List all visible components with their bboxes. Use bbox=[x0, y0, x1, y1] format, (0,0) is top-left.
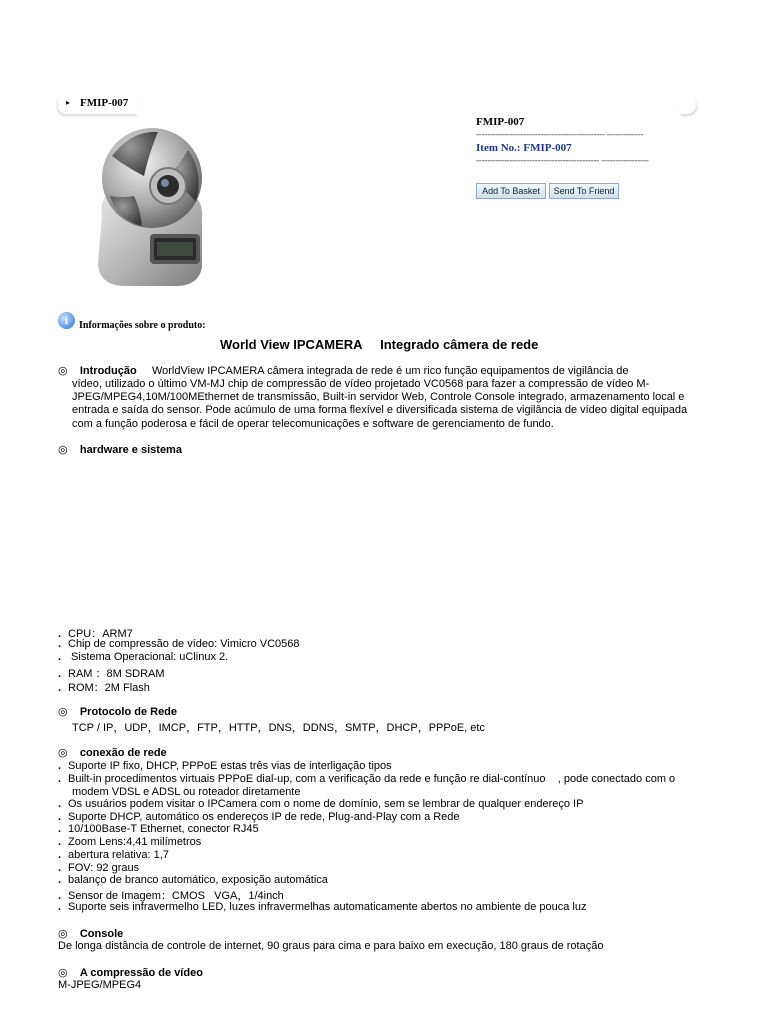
intro-first-line: WorldView IPCAMERA câmera integrada de rede é um rico função equipamentos de vigilância de bbox=[151, 365, 629, 377]
list-item: . Zoom Lens:4,41 milímetros bbox=[58, 836, 202, 848]
compression-text: M-JPEG/MPEG4 bbox=[58, 979, 142, 991]
list-item: . Chip de compressão de vídeo: Vimicro VC0568 bbox=[58, 638, 300, 650]
hardware-heading: hardware e sistema bbox=[79, 444, 182, 456]
console-heading-line bbox=[58, 927, 123, 940]
info-icon: i bbox=[58, 312, 75, 329]
list-item: . FOV: 92 graus bbox=[58, 862, 140, 874]
network-heading: conexão de rede bbox=[79, 747, 167, 759]
compression-heading-line bbox=[58, 966, 203, 979]
tab-label[interactable]: FMIP-007 bbox=[80, 97, 129, 109]
list-item: . abertura relativa: 1,7 bbox=[58, 849, 169, 861]
list-item: . balanço de branco automático, exposição automática bbox=[58, 874, 328, 886]
list-item: . Os usuários podem visitar o IPCamera com o nome de domínio, sem se lembrar de qualquer endereço IP bbox=[58, 798, 584, 810]
product-name: FMIP-007 bbox=[476, 116, 525, 128]
intro-body: vídeo, utilizado o último VM-MJ chip de compressão de vídeo projetado VC0568 para fazer a compressão de vídeo M-JPEG/MPEG4,10M/100MEthernet de transmissão, Built-in servidor Web, Controle Console integrado, armazenamento local e entrada e saída do sensor. Pode acúmulo de uma forma flexível e diversificada sistema de vigilância de vídeo digital equipada com a função poderosa e fácil de operar telecomunicações e software de gerenciamento de fundo. bbox=[72, 378, 688, 430]
page-title: World View IPCAMERA Integrado câmera de rede bbox=[220, 337, 539, 352]
circle-bullet-icon: ◎ bbox=[58, 365, 68, 377]
info-label: Informações sobre o produto: bbox=[79, 320, 206, 331]
intro-line bbox=[58, 364, 629, 377]
circle-bullet-icon: ◎ bbox=[58, 706, 68, 718]
console-text: De longa distância de controle de internet, 90 graus para cima e para baixo em execução, 180 graus de rotação bbox=[58, 940, 604, 952]
intro-heading: Introdução bbox=[79, 365, 137, 377]
network-heading-line bbox=[58, 746, 167, 759]
list-item-continuation: modem VDSL e ADSL ou roteador diretamente bbox=[72, 786, 301, 798]
hardware-heading-line bbox=[58, 443, 182, 456]
list-item: . Suporte seis infravermelho LED, luzes infravermelhas automaticamente abertos no ambiente de pouca luz bbox=[58, 901, 587, 913]
list-item: . Built-in procedimentos virtuais PPPoE dial-up, com a verificação da rede e função re dial-contínuo , pode conectado com o bbox=[58, 773, 676, 785]
circle-bullet-icon: ◎ bbox=[58, 928, 68, 940]
compression-heading: A compressão de vídeo bbox=[79, 967, 203, 979]
list-item: . ROM：2M Flash bbox=[58, 682, 150, 694]
item-number: Item No.: FMIP-007 bbox=[476, 142, 572, 154]
list-item: . Sensor de Imagem：CMOS VGA，1/4inch bbox=[58, 890, 284, 902]
list-item: . Suporte DHCP, automático os endereços IP de rede, Plug-and-Play com a Rede bbox=[58, 811, 460, 823]
protocol-heading: Protocolo de Rede bbox=[79, 706, 178, 718]
console-heading: Console bbox=[79, 928, 124, 940]
list-item: . Suporte IP fixo, DHCP, PPPoE estas três vias de interligação tipos bbox=[58, 760, 392, 772]
add-to-basket-button[interactable]: Add To Basket bbox=[476, 183, 546, 199]
tab-corner-decoration bbox=[680, 96, 696, 114]
send-to-friend-button[interactable]: Send To Friend bbox=[549, 183, 619, 199]
list-item: . Sistema Operacional: uClinux 2. bbox=[58, 651, 229, 663]
divider: -------------------------------------------- ----------------- bbox=[476, 155, 649, 165]
divider: ---------------------------------------------- ------------- bbox=[476, 129, 644, 139]
list-item: . CPU：ARM7 bbox=[58, 628, 133, 640]
triangle-right-icon: ▸ bbox=[66, 98, 71, 107]
list-item: . 10/100Base-T Ethernet, conector RJ45 bbox=[58, 823, 259, 835]
protocol-heading-line bbox=[58, 705, 177, 718]
circle-bullet-icon: ◎ bbox=[58, 747, 68, 759]
protocol-text: TCP / IP，UDP，IMCP，FTP，HTTP，DNS，DDNS，SMTP，DHCP，PPPoE, etc bbox=[72, 722, 485, 734]
circle-bullet-icon: ◎ bbox=[58, 444, 68, 456]
product-image bbox=[88, 116, 212, 290]
circle-bullet-icon: ◎ bbox=[58, 967, 68, 979]
list-item: . RAM ：8M SDRAM bbox=[58, 668, 165, 680]
